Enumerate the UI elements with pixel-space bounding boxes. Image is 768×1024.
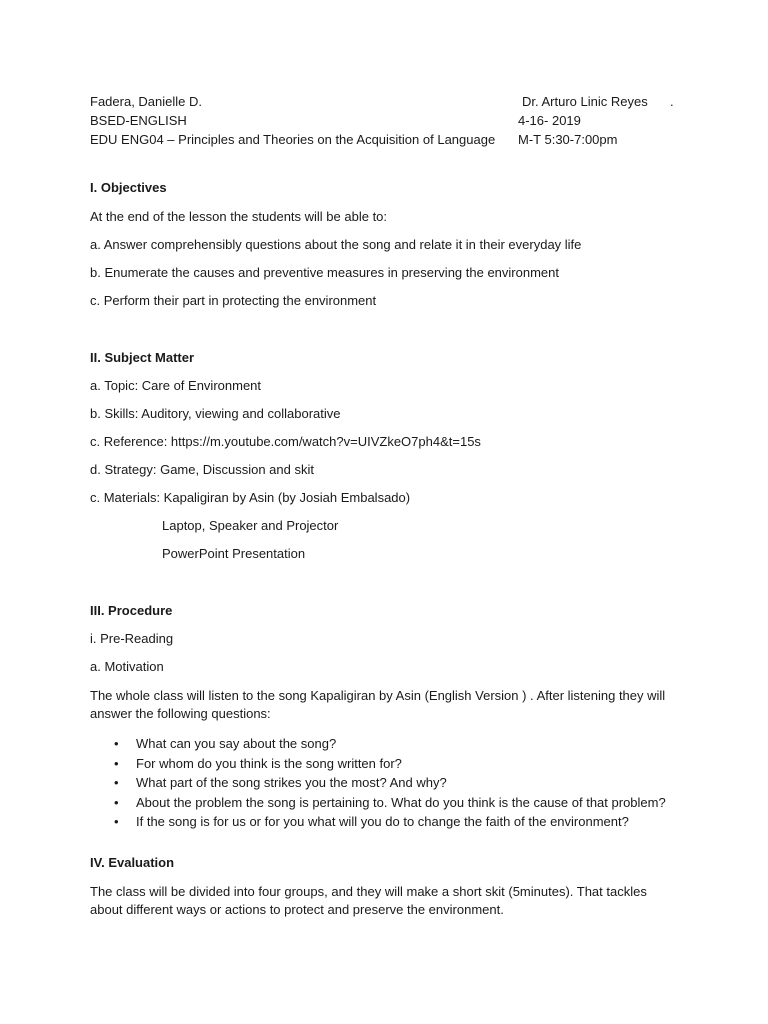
- question-item: • If the song is for us or for you what will you do to change the faith of the environment?: [90, 812, 666, 832]
- procedure-paragraph: The whole class will listen to the song Kapaligiran by Asin (English Version ) . After listening they will answer the following questions:: [90, 688, 666, 721]
- subject-reference: c. Reference: https://m.youtube.com/watch?v=UIVZkeO7ph4&t=15s: [90, 434, 481, 449]
- subject-materials-3: PowerPoint Presentation: [162, 546, 306, 561]
- objectives-intro: At the end of the lesson the students will be able to:: [90, 209, 388, 224]
- objectives-heading: I. Objectives: [90, 180, 167, 195]
- subject-matter-heading: II. Subject Matter: [90, 350, 195, 365]
- schedule: M-T 5:30-7:00pm: [518, 132, 618, 147]
- question-item: • What can you say about the song?: [90, 734, 666, 754]
- course-title: EDU ENG04 – Principles and Theories on the Acquisition of Language: [90, 132, 496, 147]
- subject-strategy: d. Strategy: Game, Discussion and skit: [90, 462, 314, 477]
- question-item: • What part of the song strikes you the most? And why?: [90, 773, 666, 793]
- program: BSED-ENGLISH: [90, 113, 187, 128]
- objective-item: a. Answer comprehensibly questions about the song and relate it in their everyday life: [90, 237, 582, 252]
- motivation: a. Motivation: [90, 659, 164, 674]
- instructor-name: Dr. Arturo Linic Reyes: [522, 94, 648, 109]
- question-item: • About the problem the song is pertaining to. What do you think is the cause of that problem?: [90, 793, 666, 813]
- procedure-heading: III. Procedure: [90, 603, 173, 618]
- question-item: • For whom do you think is the song written for?: [90, 754, 666, 774]
- instructor-trail: .: [670, 94, 674, 109]
- subject-skills: b. Skills: Auditory, viewing and collaborative: [90, 406, 341, 421]
- student-name: Fadera, Danielle D.: [90, 94, 202, 109]
- objective-item: b. Enumerate the causes and preventive measures in preserving the environment: [90, 265, 559, 280]
- subject-materials: c. Materials: Kapaligiran by Asin (by Josiah Embalsado): [90, 490, 411, 505]
- question-list: [90, 734, 666, 832]
- date: 4-16- 2019: [518, 113, 581, 128]
- subject-materials-2: Laptop, Speaker and Projector: [162, 518, 339, 533]
- evaluation-heading: IV. Evaluation: [90, 855, 175, 870]
- pre-reading: i. Pre-Reading: [90, 631, 174, 646]
- objective-item: c. Perform their part in protecting the environment: [90, 293, 377, 308]
- subject-topic: a. Topic: Care of Environment: [90, 378, 262, 393]
- evaluation-paragraph: The class will be divided into four groups, and they will make a short skit (5minutes). That tackles about different ways or actions to protect and preserve the environment.: [90, 884, 647, 917]
